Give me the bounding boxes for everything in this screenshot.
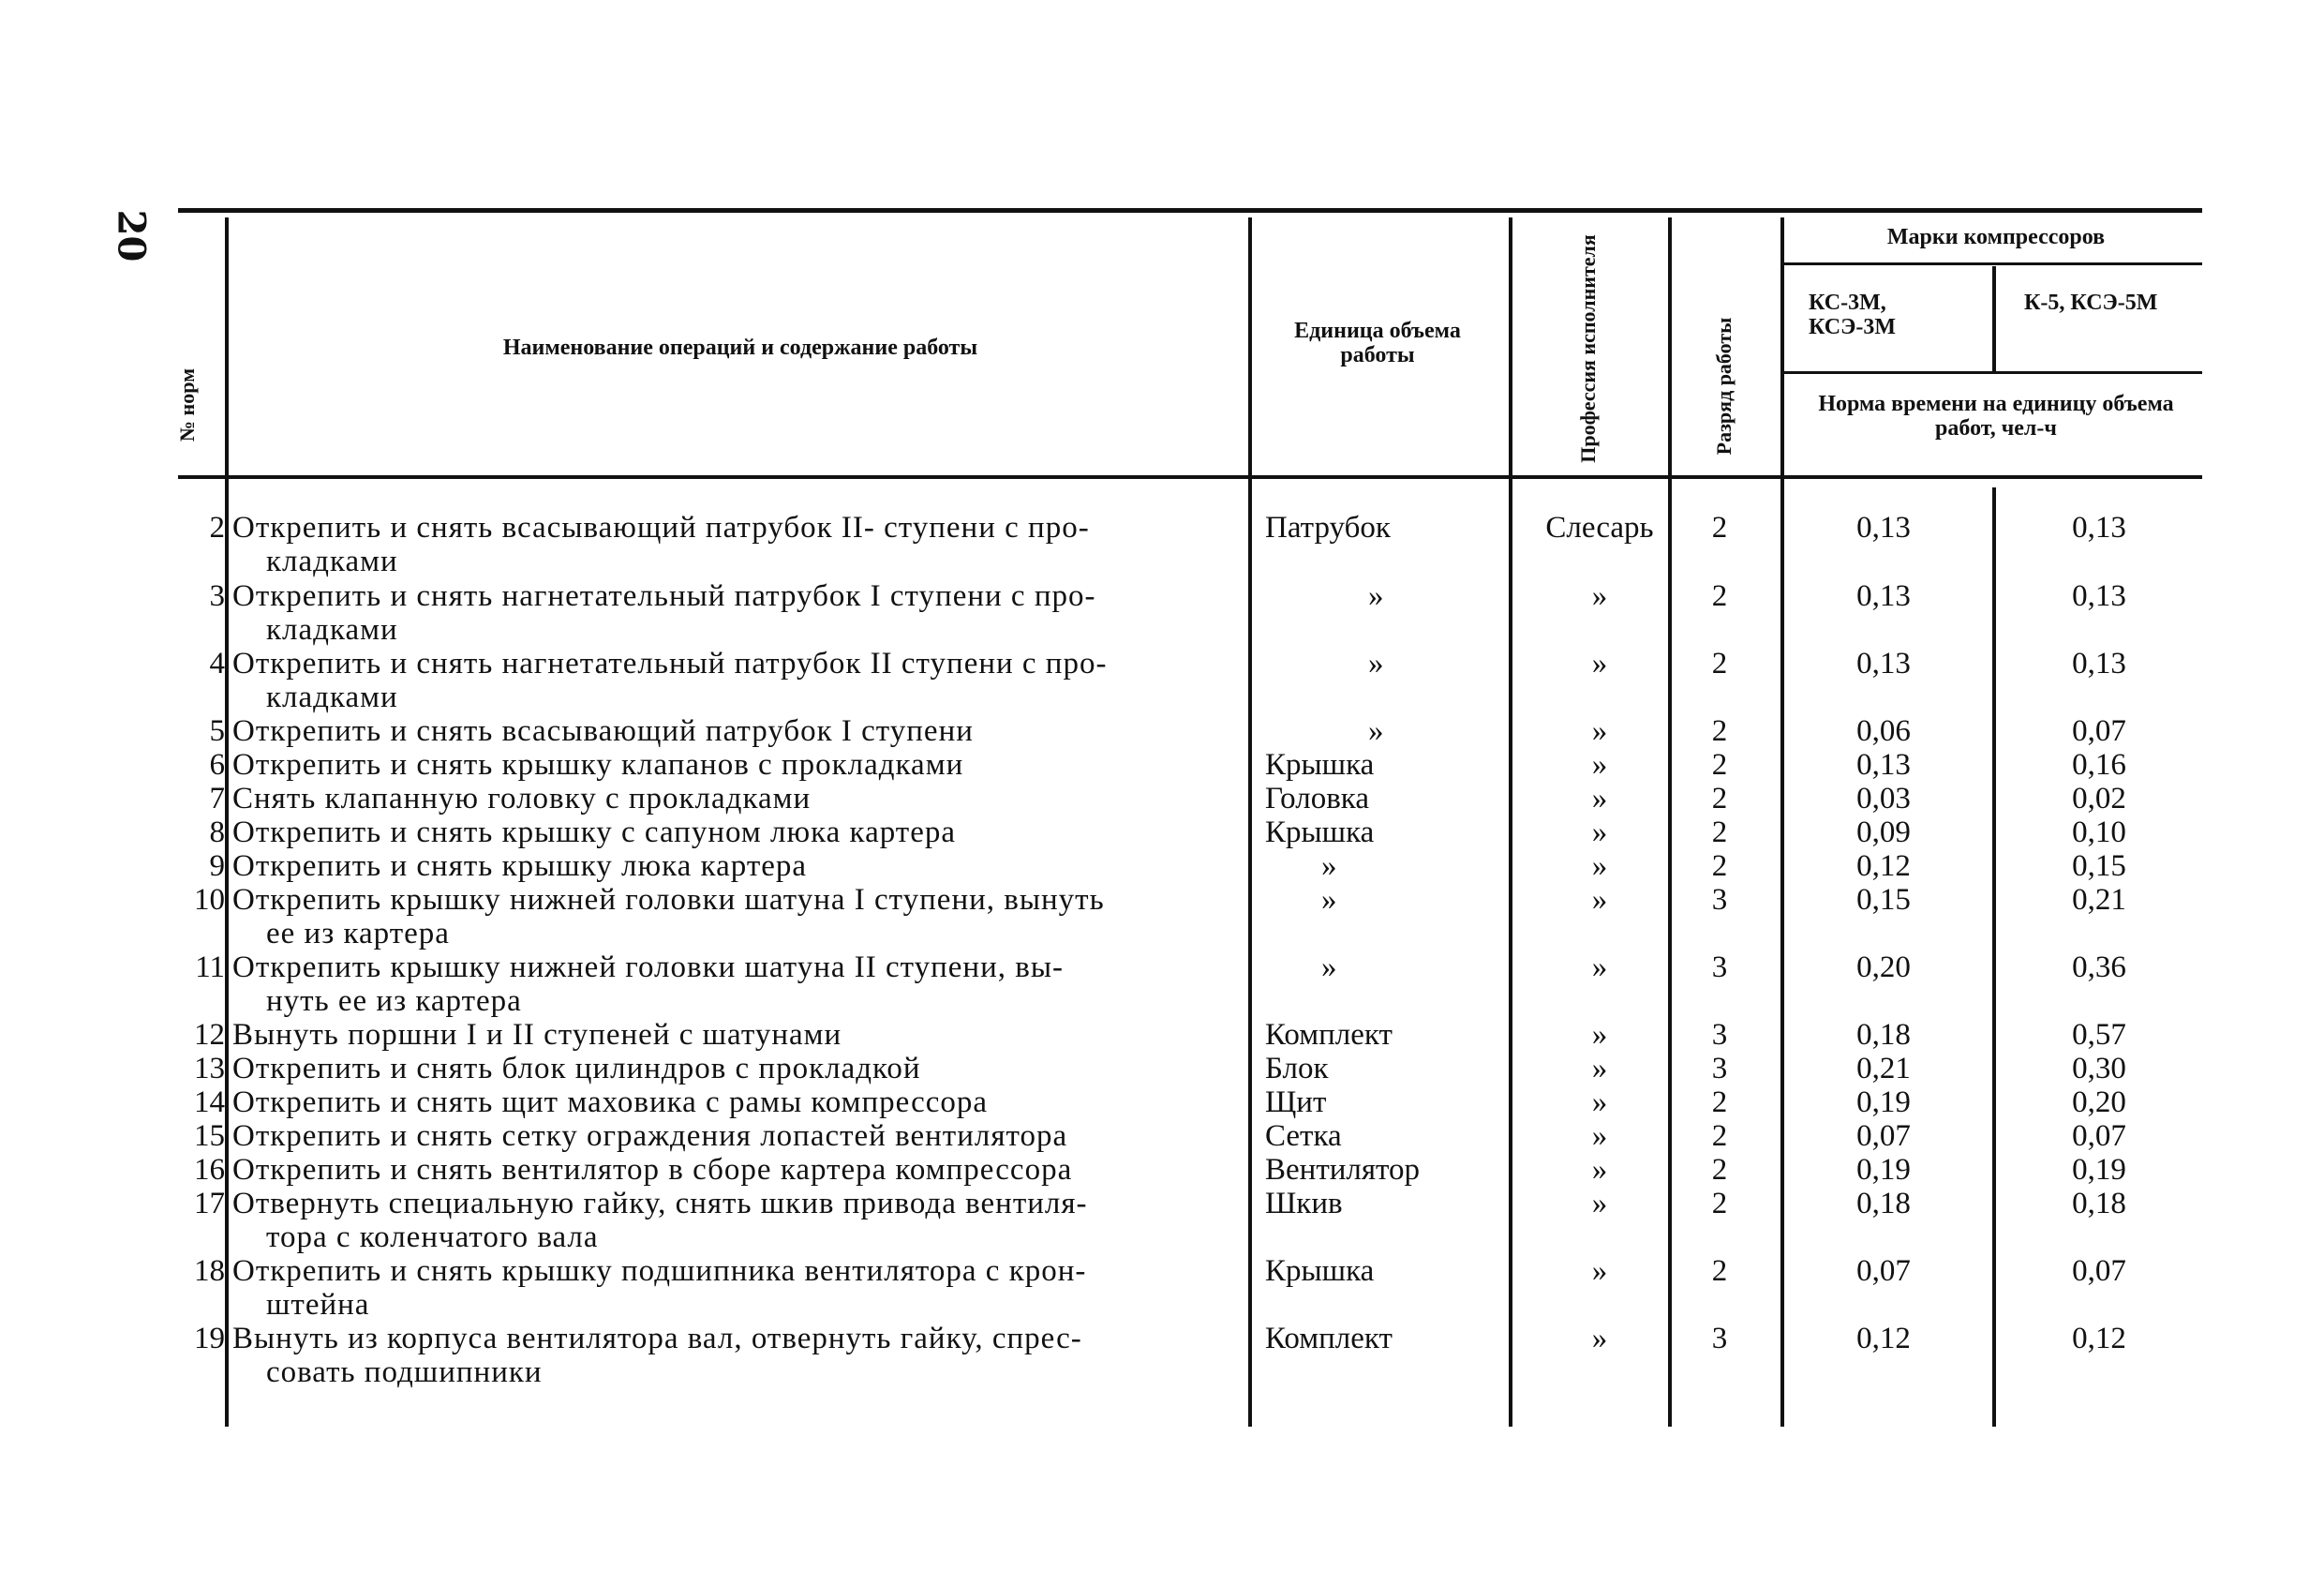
row-prof: » [1591,1254,1608,1288]
row-unit: Крышка [1265,748,1375,782]
row-norm2: 0,20 [2072,1085,2126,1119]
row-rank: 2 [1711,579,1728,613]
row-rank: 2 [1711,1085,1728,1119]
row-rank: 2 [1711,748,1728,782]
row-prof: » [1591,714,1608,748]
row-unit: » [1321,950,1337,984]
row-norm1: 0,12 [1856,849,1911,883]
row-norm2: 0,16 [2072,748,2126,782]
row-prof: » [1591,748,1608,782]
row-num: 15 [194,1119,225,1153]
col-divider [1992,487,1996,1427]
row-desc [232,1322,1246,1389]
row-desc: Открепить и снять вентилятор в сборе картера компрессора [232,1153,1073,1187]
row-rank: 2 [1711,647,1728,681]
row-rank: 2 [1711,815,1728,849]
row-num: 18 [194,1254,225,1288]
row-norm2: 0,10 [2072,815,2126,849]
row-rank: 2 [1711,1254,1728,1288]
row-num: 17 [194,1187,225,1220]
row-desc-line1: Открепить крышку нижней головки шатуна II ступени, вы- [232,950,1064,984]
row-desc-line1: Открепить и снять крышку подшипника вентилятора с крон- [232,1254,1087,1288]
row-desc-line2: кладками [266,681,398,714]
row-prof: » [1591,849,1608,883]
row-num: 5 [209,714,225,748]
row-num: 3 [209,579,225,613]
row-prof: » [1591,815,1608,849]
row-norm2: 0,07 [2072,1254,2126,1288]
row-unit: Шкив [1265,1187,1343,1220]
row-prof: » [1591,1085,1608,1119]
row-desc: Открепить и снять блок цилиндров с прокладкой [232,1052,921,1085]
row-prof: » [1591,883,1608,917]
row-prof: » [1591,1187,1608,1220]
row-norm2: 0,30 [2072,1052,2126,1085]
row-num: 11 [195,950,225,984]
row-rank: 2 [1711,1153,1728,1187]
header-prof: Профессия исполнителя [1576,234,1600,463]
row-num: 9 [209,849,225,883]
row-desc-line2: ее из картера [266,917,450,950]
row-norm1: 0,19 [1856,1153,1911,1187]
row-desc [232,579,1246,647]
row-prof: » [1591,579,1608,613]
row-rank: 2 [1711,511,1728,545]
row-num: 14 [194,1085,225,1119]
row-desc: Открепить и снять крышку люка картера [232,849,808,883]
row-num: 7 [209,782,225,815]
norm-rule [1782,371,2202,374]
row-num: 4 [209,647,225,681]
header-bottom-rule [178,475,2202,479]
row-norm1: 0,21 [1856,1052,1911,1085]
row-norm2: 0,21 [2072,883,2126,917]
row-norm1: 0,20 [1856,950,1911,984]
header-rank: Разряд работы [1712,317,1736,456]
row-desc-line1: Открепить крышку нижней головки шатуна I ступени, вынуть [232,883,1105,917]
row-norm2: 0,13 [2072,647,2126,681]
row-norm1: 0,12 [1856,1322,1911,1355]
row-unit: Блок [1265,1052,1329,1085]
row-prof: » [1591,950,1608,984]
top-rule [178,208,2202,213]
row-desc-line2: кладками [266,613,398,647]
header-norm: Норма времени на единицу объема работ, чел-ч [1818,392,2174,441]
row-desc-line1: Отвернуть специальную гайку, снять шкив привода вентиля- [232,1187,1088,1220]
row-prof: » [1591,1322,1608,1355]
row-desc-line2: нуть ее из картера [266,984,522,1018]
row-desc-line2: штейна [266,1288,370,1322]
row-prof: » [1591,782,1608,815]
row-desc: Открепить и снять всасывающий патрубок I ступени [232,714,974,748]
header-unit: Единица объема работы [1294,319,1461,367]
row-desc-line1: Открепить и снять всасывающий патрубок II- ступени с про- [232,511,1090,545]
header-brand1: КС-3М, КСЭ-3М [1809,291,1897,339]
row-rank: 3 [1711,1018,1728,1052]
row-rank: 2 [1711,782,1728,815]
row-norm2: 0,19 [2072,1153,2126,1187]
row-desc [232,950,1246,1018]
row-unit: Комплект [1265,1018,1393,1052]
row-norm1: 0,18 [1856,1187,1911,1220]
row-rank: 3 [1711,1322,1728,1355]
row-norm1: 0,03 [1856,782,1911,815]
row-desc: Открепить и снять крышку с сапуном люка картера [232,815,957,849]
row-norm1: 0,07 [1856,1119,1911,1153]
col-divider [225,217,229,1427]
row-unit: Крышка [1265,1254,1375,1288]
row-norm1: 0,18 [1856,1018,1911,1052]
row-unit: Сетка [1265,1119,1342,1153]
row-desc: Снять клапанную головку с прокладками [232,782,812,815]
row-norm1: 0,13 [1856,579,1911,613]
row-unit: Вентилятор [1265,1153,1421,1187]
row-unit: Щит [1265,1085,1327,1119]
row-desc-line1: Открепить и снять нагнетательный патрубок II ступени с про- [232,647,1108,681]
row-prof: Слесарь [1545,511,1654,545]
row-desc: Открепить и снять сетку ограждения лопастей вентилятора [232,1119,1068,1153]
row-desc [232,511,1246,578]
col-divider [1992,266,1996,371]
row-norm2: 0,18 [2072,1187,2126,1220]
header-brand2: К-5, КСЭ-5М [2024,291,2158,315]
row-norm1: 0,07 [1856,1254,1911,1288]
row-prof: » [1591,1153,1608,1187]
row-num: 12 [194,1018,225,1052]
header-name: Наименование операций и содержание работы [502,336,978,360]
row-norm1: 0,13 [1856,511,1911,545]
row-prof: » [1591,1052,1608,1085]
row-norm1: 0,06 [1856,714,1911,748]
header-brands: Марки компрессоров [1886,225,2106,249]
row-desc: Открепить и снять крышку клапанов с прокладками [232,748,964,782]
row-num: 8 [209,815,225,849]
row-desc-line1: Вынуть из корпуса вентилятора вал, отвернуть гайку, спрес- [232,1322,1082,1355]
row-norm2: 0,12 [2072,1322,2126,1355]
row-desc-line2: совать подшипники [266,1355,543,1389]
row-norm2: 0,13 [2072,579,2126,613]
row-prof: » [1591,1119,1608,1153]
row-desc [232,1254,1246,1322]
row-unit: » [1321,849,1337,883]
row-norm2: 0,02 [2072,782,2126,815]
row-norm2: 0,57 [2072,1018,2126,1052]
row-desc-line2: кладками [266,545,398,578]
row-unit: Крышка [1265,815,1375,849]
row-unit: » [1368,579,1384,613]
row-prof: » [1591,1018,1608,1052]
brands-rule [1782,262,2202,265]
row-unit: » [1368,714,1384,748]
row-norm2: 0,07 [2072,1119,2126,1153]
row-unit: Патрубок [1265,511,1391,545]
row-rank: 3 [1711,883,1728,917]
row-prof: » [1591,647,1608,681]
row-norm2: 0,07 [2072,714,2126,748]
row-norm1: 0,13 [1856,748,1911,782]
col-divider [1780,217,1784,1427]
row-desc-line2: тора с коленчатого вала [266,1220,599,1254]
row-desc [232,883,1246,950]
row-norm2: 0,15 [2072,849,2126,883]
row-norm2: 0,13 [2072,511,2126,545]
row-rank: 2 [1711,849,1728,883]
header-num: № норм [175,367,199,442]
row-num: 10 [194,883,225,917]
page-number: 20 [109,209,154,262]
row-num: 2 [209,511,225,545]
row-num: 6 [209,748,225,782]
col-divider [1248,217,1252,1427]
row-desc: Открепить и снять щит маховика с рамы компрессора [232,1085,989,1119]
row-norm1: 0,15 [1856,883,1911,917]
row-norm1: 0,19 [1856,1085,1911,1119]
row-norm2: 0,36 [2072,950,2126,984]
row-num: 16 [194,1153,225,1187]
row-unit: Головка [1265,782,1369,815]
row-desc-line1: Открепить и снять нагнетательный патрубок I ступени с про- [232,579,1096,613]
row-norm1: 0,13 [1856,647,1911,681]
row-rank: 2 [1711,1119,1728,1153]
row-rank: 3 [1711,1052,1728,1085]
row-desc [232,1187,1246,1254]
row-unit: Комплект [1265,1322,1393,1355]
row-rank: 3 [1711,950,1728,984]
row-rank: 2 [1711,714,1728,748]
row-unit: » [1321,883,1337,917]
row-rank: 2 [1711,1187,1728,1220]
row-norm1: 0,09 [1856,815,1911,849]
row-desc [232,647,1246,714]
row-unit: » [1368,647,1384,681]
row-num: 13 [194,1052,225,1085]
row-desc: Вынуть поршни I и II ступеней с шатунами [232,1018,842,1052]
row-num: 19 [194,1322,225,1355]
